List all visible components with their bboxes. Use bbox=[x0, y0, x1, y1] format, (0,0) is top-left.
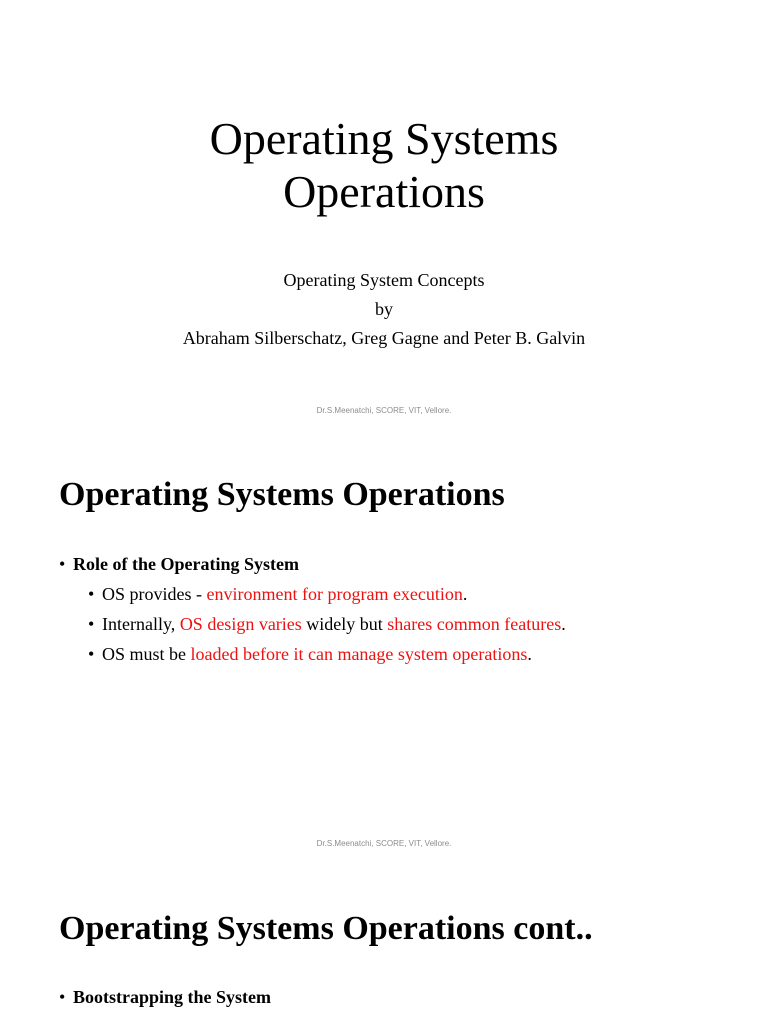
highlighted-text: OS design varies bbox=[179, 614, 302, 634]
bullet-icon: • bbox=[88, 614, 95, 634]
bullet-icon: • bbox=[59, 987, 66, 1007]
bullet-icon: • bbox=[59, 554, 66, 574]
bullet-list bbox=[59, 982, 271, 1012]
highlighted-text: loaded before it can manage system operations bbox=[190, 644, 528, 664]
slide-heading: Operating Systems Operations bbox=[59, 476, 505, 513]
by-text: by bbox=[375, 299, 393, 319]
bullet-item bbox=[59, 549, 566, 579]
slide-heading: Operating Systems Operations cont.. bbox=[59, 910, 593, 947]
bullet-text: Bootstrapping the System bbox=[73, 987, 272, 1007]
highlighted-text: environment for program execution bbox=[206, 584, 463, 604]
bullet-icon: • bbox=[88, 644, 95, 664]
sub-bullet-end: . bbox=[561, 614, 566, 634]
slide-title-line1: Operating Systems bbox=[209, 113, 559, 164]
sub-bullet-text: OS provides - bbox=[102, 584, 207, 604]
bullet-icon: • bbox=[88, 584, 95, 604]
sub-bullet-text: Internally, bbox=[102, 614, 180, 634]
content-slide-role bbox=[0, 433, 768, 866]
sub-bullet-text: widely but bbox=[301, 614, 388, 634]
bullet-list bbox=[59, 549, 566, 669]
slide-footer: Dr.S.Meenatchi, SCORE, VIT, Vellore. bbox=[316, 406, 452, 415]
bullet-item bbox=[59, 982, 271, 1012]
slide-title-line2: Operations bbox=[283, 166, 485, 217]
content-slide-bootstrapping bbox=[0, 866, 768, 1024]
sub-bullet-text: OS must be bbox=[102, 644, 191, 664]
highlighted-text: shares common features bbox=[387, 614, 562, 634]
title-slide bbox=[0, 0, 768, 433]
sub-bullet-end: . bbox=[527, 644, 532, 664]
book-title: Operating System Concepts bbox=[283, 270, 485, 290]
sub-bullet-item bbox=[59, 609, 566, 639]
sub-bullet-item bbox=[59, 579, 566, 609]
slide-footer: Dr.S.Meenatchi, SCORE, VIT, Vellore. bbox=[316, 839, 452, 848]
sub-bullet-item bbox=[59, 639, 566, 669]
slide-subtitle bbox=[0, 266, 768, 353]
sub-bullet-end: . bbox=[462, 584, 468, 604]
bullet-text: Role of the Operating System bbox=[73, 554, 299, 574]
slide-title bbox=[0, 112, 768, 218]
authors: Abraham Silberschatz, Greg Gagne and Peter B. Galvin bbox=[182, 328, 586, 348]
